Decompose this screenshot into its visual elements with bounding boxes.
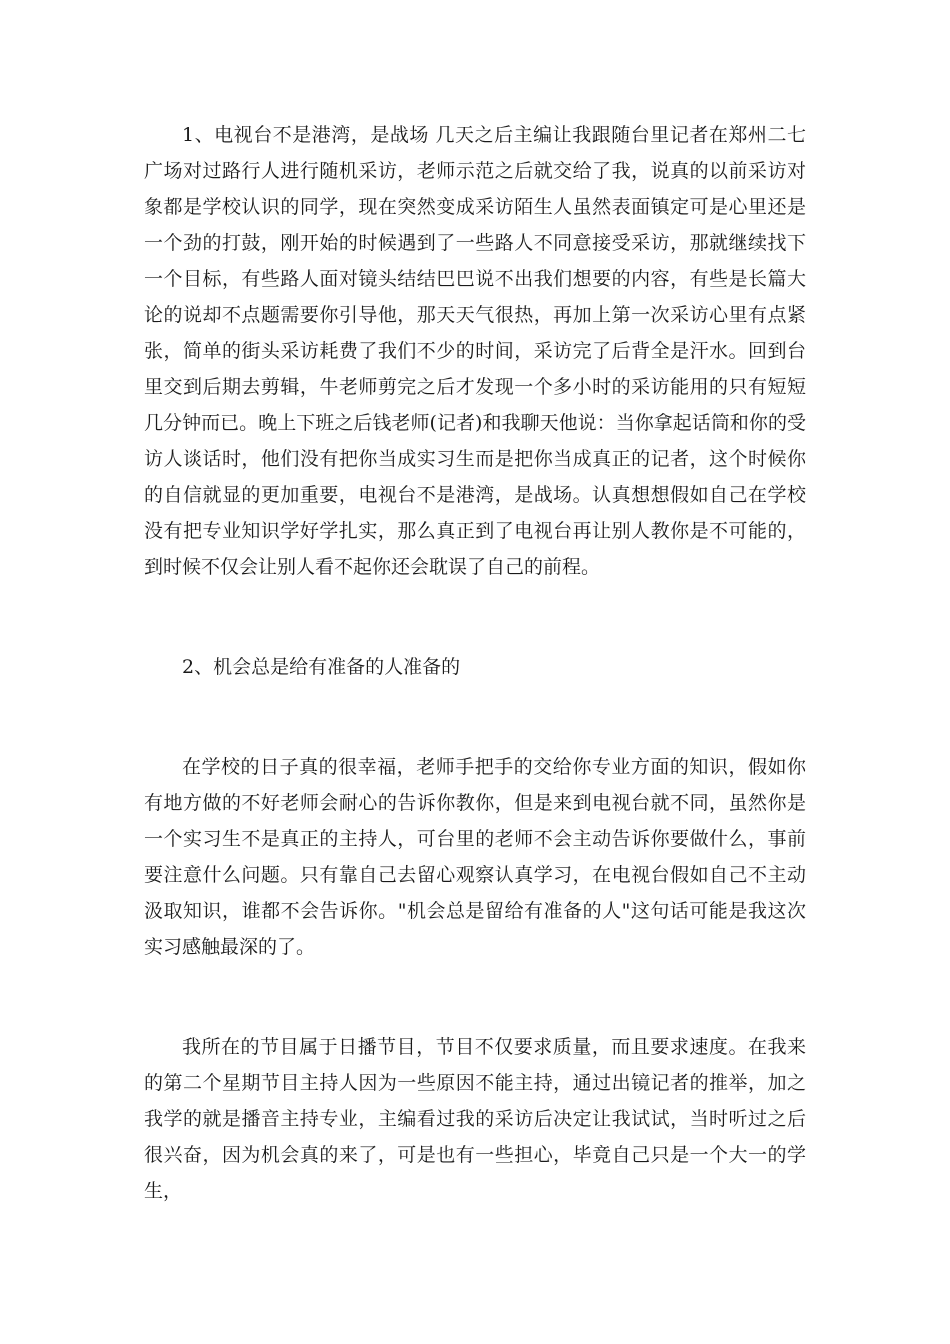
paragraph-3: 我所在的节目属于日播节目，节目不仅要求质量，而且要求速度。在我来的第二个星期节目主持人因为一些原因不能主持，通过出镜记者的推举，加之我学的就是播音主持专业，主编看过我的采访后决定让我试试，当时听过之后很兴奋，因为机会真的来了，可是也有一些担心，毕竟自己只是一个大一的学生，	[144, 1036, 806, 1202]
document-body	[144, 117, 806, 1209]
paragraph-spacer	[144, 965, 806, 1029]
section-heading-2: 2、机会总是给有准备的人准备的	[182, 656, 461, 678]
paragraph-spacer	[144, 685, 806, 749]
paragraph-spacer	[144, 585, 806, 649]
paragraph-2: 在学校的日子真的很幸福，老师手把手的交给你专业方面的知识，假如你有地方做的不好老师会耐心的告诉你教你，但是来到电视台就不同，虽然你是一个实习生不是真正的主持人，可台里的老师不会主动告诉你要做什么，事前要注意什么问题。只有靠自己去留心观察认真学习，在电视台假如自己不主动汲取知识，谁都不会告诉你。"机会总是留给有准备的人"这句话可能是我这次实习感触最深的了。	[144, 756, 806, 958]
paragraph-1: 1、电视台不是港湾，是战场 几天之后主编让我跟随台里记者在郑州二七广场对过路行人进行随机采访，老师示范之后就交给了我，说真的以前采访对象都是学校认识的同学，现在突然变成采访陌生人虽然表面镇定可是心里还是一个劲的打鼓，刚开始的时候遇到了一些路人不同意接受采访，那就继续找下一个目标，有些路人面对镜头结结巴巴说不出我们想要的内容，有些是长篇大论的说却不点题需要你引导他，那天天气很热，再加上第一次采访心里有点紧张，简单的街头采访耗费了我们不少的时间，采访完了后背全是汗水。回到台里交到后期去剪辑，牛老师剪完之后才发现一个多小时的采访能用的只有短短几分钟而已。晚上下班之后钱老师(记者)和我聊天他说：当你拿起话筒和你的受访人谈话时，他们没有把你当成实习生而是把你当成真正的记者，这个时候你的自信就显的更加重要，电视台不是港湾，是战场。认真想想假如自己在学校没有把专业知识学好学扎实，那么真正到了电视台再让别人教你是不可能的，到时候不仅会让别人看不起你还会耽误了自己的前程。	[144, 124, 806, 578]
